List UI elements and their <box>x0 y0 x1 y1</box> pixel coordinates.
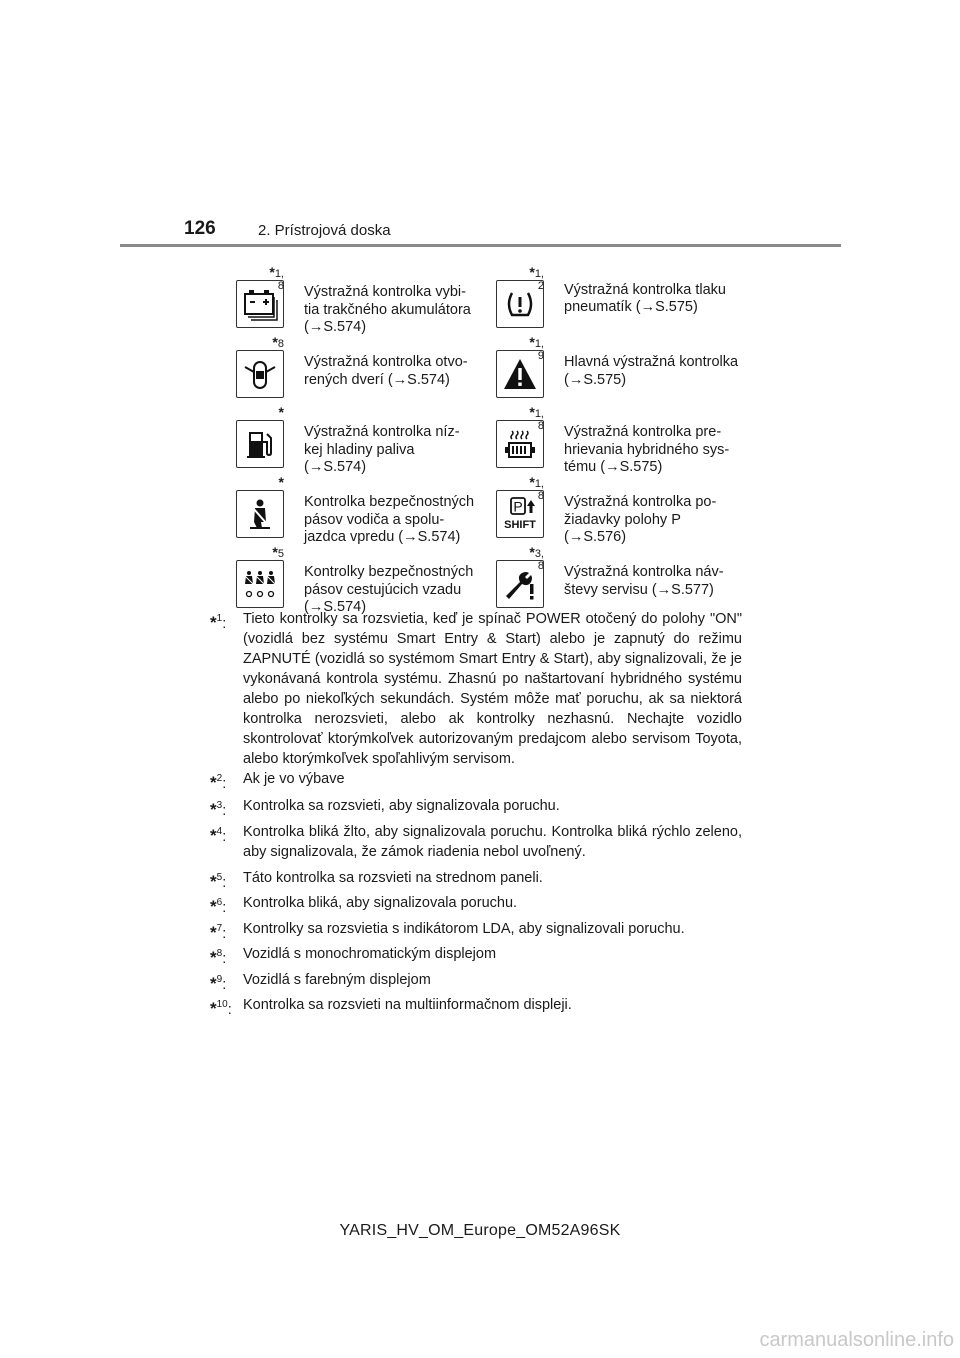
footnote-ref: *3, 8 <box>529 544 544 572</box>
indicator-description: Kontrolky bezpečnostných pásov cestujúcich vzadu (→S.574) <box>304 564 474 615</box>
footnote-ref: *1, 2 <box>529 264 544 292</box>
indicator-description: Výstražná kontrolka pre- hrievania hybridného sys- tému (→S.575) <box>564 424 730 475</box>
indicator-open-door <box>236 336 496 400</box>
page-number: 126 <box>184 218 216 239</box>
footnote-8: *$^8$: Vozidlá s monochromatickým displejom <box>210 946 497 967</box>
indicator-description: Výstražná kontrolka otvo- rených dverí (→S.574) <box>304 354 468 388</box>
maintenance-icon <box>496 560 544 608</box>
indicator-description: Výstražná kontrolka níz- kej hladiny paliva (→S.574) <box>304 424 460 475</box>
footnote-ref: * <box>278 404 284 420</box>
indicator-tire-pressure <box>496 266 756 330</box>
indicator-seatbelt-front <box>236 474 496 545</box>
indicator-master-warning <box>496 336 756 400</box>
watermark: carmanualsonline.info <box>759 1329 954 1351</box>
svg-text:P: P <box>513 498 523 515</box>
footnote-ref: *1, 8 <box>269 264 284 292</box>
indicator-maintenance <box>496 546 756 610</box>
hybrid-overheat-icon <box>496 420 544 468</box>
indicator-description: Výstražná kontrolka po- žiadavky polohy P (→S.576) <box>564 494 717 545</box>
footnote-ref: * <box>278 474 284 490</box>
footnote-10: *$^{10}$: Kontrolka sa rozsvieti na multiinformačnom displeji. <box>210 997 572 1018</box>
indicator-description: Výstražná kontrolka vybi- tia trakčného akumulátora (→S.574) <box>304 284 471 335</box>
footnote-5: *$^5$: Táto kontrolka sa rozsvieti na strednom paneli. <box>210 870 543 891</box>
footnote-1: *$^1$: Tieto kontrolky sa rozsvietia, keď je spínač POWER otočený do polohy "ON" (vozidlá bez systému Smart Entry & Start) alebo je zapnutý do režimu ZAPNUTÉ (vozidlá so systémom Smart Entry & Start), aby signalizovali, že je vykonávaná kontrola systému. Zhasnú po naštartovaní hybridného systému alebo po niekoľkých sekundách. Systém môže mať poruchu, ak sa niektorá kontrolka nerozsvieti, alebo ak kontrolky nezhasnú. Nechajte vozidlo skontrolovať ktorýmkoľvek autorizovaným predajcom alebo servisom Toyota, alebo ktorýmkoľvek spoľahlivým servisom. <box>210 611 742 767</box>
indicator-description: Hlavná výstražná kontrolka (→S.575) <box>564 354 739 388</box>
p-shift-icon <box>496 490 544 538</box>
indicator-hybrid-overheat <box>496 404 756 475</box>
rear-seatbelts-icon <box>236 560 284 608</box>
footnote-3: *$^3$: Kontrolka sa rozsvieti, aby signalizovala poruchu. <box>210 798 560 819</box>
footnote-ref: *1, 9 <box>529 334 544 362</box>
indicator-battery <box>236 264 496 335</box>
battery-icon <box>236 280 284 328</box>
indicator-description: Kontrolka bezpečnostných pásov vodiča a spolu- jazdca vpredu (→S.574) <box>304 494 475 545</box>
footnote-ref: *8 <box>272 334 284 350</box>
indicator-description: Výstražná kontrolka tlaku pneumatík (→S.575) <box>564 281 726 315</box>
indicator-description: Výstražná kontrolka náv- števy servisu (→S.577) <box>564 564 724 598</box>
footnote-9: *$^9$: Vozidlá s farebným displejom <box>210 972 431 993</box>
indicator-p-shift <box>496 474 756 545</box>
open-door-icon <box>236 350 284 398</box>
indicator-rear-seatbelts <box>236 544 496 615</box>
footnote-6: *$^6$: Kontrolka bliká, aby signalizovala poruchu. <box>210 895 518 916</box>
footnote-ref: *1, 8 <box>529 404 544 432</box>
svg-text:SHIFT: SHIFT <box>504 519 536 531</box>
header-rule <box>120 244 841 247</box>
indicator-fuel <box>236 404 496 475</box>
seatbelt-icon <box>236 490 284 538</box>
footnote-ref: *5 <box>272 544 284 560</box>
footnote-7: *$^7$: Kontrolky sa rozsvietia s indikátorom LDA, aby signalizovali poruchu. <box>210 921 685 942</box>
tire-pressure-icon <box>496 280 544 328</box>
section-title: 2. Prístrojová doska <box>258 222 391 239</box>
master-warning-icon <box>496 350 544 398</box>
footnote-ref: *1, 8 <box>529 474 544 502</box>
footnote-4: *$^4$: Kontrolka bliká žlto, aby signalizovala poruchu. Kontrolka bliká rýchlo zeleno, aby signalizovala, že zámok riadenia nebol uvoľnený. <box>210 824 742 860</box>
footnote-2: *$^2$: Ak je vo výbave <box>210 771 345 792</box>
document-id: YARIS_HV_OM_Europe_OM52A96SK <box>339 1222 621 1239</box>
fuel-icon <box>236 420 284 468</box>
